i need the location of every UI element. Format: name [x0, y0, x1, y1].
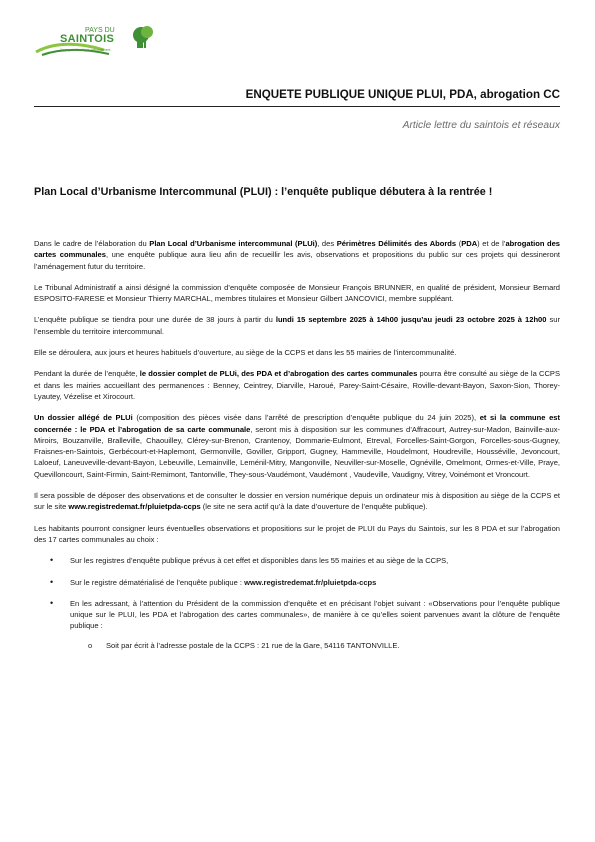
text: (le site ne sera actif qu’à la date d’ouverture de l’enquête publique).	[200, 502, 428, 512]
bold-text: et si la commune est concernée : le PDA et l’abrogation de sa carte communale	[34, 413, 560, 434]
paragraph-observations: Les habitants pourront consigner leurs éventuelles observations et propositions sur le projet de PLUI du Pays du Saintois, sur les 8 PDA et sur l’abrogation des 17 cartes communales au choix :	[34, 523, 560, 544]
text: , des	[317, 239, 337, 248]
text: ) et de l’	[477, 239, 506, 248]
article-headline: Plan Local d’Urbanisme Intercommunal (PLUI) : l’enquête publique débutera à la rentrée !	[34, 186, 493, 198]
title-divider	[34, 106, 560, 107]
text: Il sera possible de déposer des observations et de consulter le dossier en version numérique depuis un ordinateur mis à disposition au siège de la CCPS et sur le site	[34, 491, 560, 512]
pays-du-saintois-logo	[34, 22, 159, 64]
logo-line1: PAYS DU	[85, 27, 115, 34]
paragraph-dates	[34, 314, 560, 337]
sub-list-item: o Soit par écrit à l’adresse postale de la CCPS : 21 rue de la Gare, 54116 TANTONVILLE.	[70, 640, 560, 651]
text: Sur le registre dématérialisé de l’enquête publique :	[70, 577, 245, 587]
logo-line2: SAINTOIS	[60, 33, 115, 45]
paragraph-commission: Le Tribunal Administratif a ainsi désigné la commission d’enquête composée de Monsieur François BRUNNER, en qualité de président, Monsieur Bernard ESPOSITO-FARESE et Monsieur Thierry MARCHAL, membres titulaires et Monsieur Gilbert JANCOVICI, membre suppléant.	[34, 282, 560, 304]
paragraph-full-dossier	[34, 368, 560, 402]
observation-methods-list	[34, 555, 560, 651]
list-item	[34, 598, 560, 651]
article-body	[34, 238, 560, 661]
paragraph-intro	[34, 238, 560, 272]
text: En les adressant, à l’attention du Président de la commission d’enquête et en précisant l’objet suivant : «Observations pour l’enquête publique unique sur le PLUI, les PDA et l’abrogation des cartes communales», de manière à ce qu’elles soient parvenues avant la clôture de l’enquête publique :	[70, 598, 560, 631]
sub-list	[70, 640, 560, 651]
registre-link[interactable]: www.registredemat.fr/pluietpda-ccps	[68, 502, 201, 512]
document-title: ENQUETE PUBLIQUE UNIQUE PLUI, PDA, abrogation CC	[245, 88, 560, 101]
text: pourra être consulté au siège de la CCPS et dans les mairies accueillant des permanences : Benney, Ceintrey, Diarville, Haroué, Parey-Saint-Césaire, Roville-devant-Bayon, Saxon-Sion, Thorey-Lyautey, Vézelise et Xirocourt.	[34, 369, 560, 401]
bold-text: lundi 15 septembre 2025 à 14h00 jusqu’au jeudi 23 octobre 2025 à 12h00	[275, 315, 547, 325]
document-subtitle: Article lettre du saintois et réseaux	[402, 120, 560, 131]
text: Pendant la durée de l’enquête,	[34, 369, 140, 379]
text: sur l’ensemble du territoire intercommunal.	[34, 315, 560, 336]
list-item: • Sur les registres d’enquête publique prévus à cet effet et disponibles dans les 55 mairies et au siège de la CCPS,	[34, 555, 560, 566]
text: (	[456, 239, 462, 248]
paragraph-location: Elle se déroulera, aux jours et heures habituels d’ouverture, au siège de la CCPS et dans les 55 mairies de l’intercommunalité.	[34, 348, 457, 358]
text: (composition des pièces visée dans l’arrêté de prescription d’enquête publique du 24 juin 2025),	[132, 413, 480, 423]
bold-text: abrogation des cartes communales	[34, 239, 561, 260]
logo-tagline: Un pays authentique, naturellement	[60, 48, 111, 52]
paragraph-digital	[34, 490, 560, 513]
bold-text: Un dossier allégé de PLUi	[34, 413, 133, 423]
text: , une enquête publique aura lieu afin de recueillir les avis, observations et propositions du public sur ces projets qui dessineront l’aménagement futur du territoire.	[34, 250, 560, 271]
bold-text: Périmètres Délimités des Abords	[336, 239, 457, 248]
bold-text: Plan Local d’Urbanisme intercommunal (PLUi)	[149, 239, 318, 248]
bold-text: PDA	[461, 239, 478, 248]
list-item	[34, 577, 560, 588]
paragraph-light-dossier	[34, 412, 560, 480]
registre-link[interactable]: www.registredemat.fr/pluietpda-ccps	[244, 577, 377, 587]
text: L’enquête publique se tiendra pour une durée de 38 jours à partir du	[34, 315, 276, 325]
bold-text: le dossier complet de PLUi, des PDA et d’abrogation des cartes communales	[139, 369, 418, 379]
text: Dans le cadre de l’élaboration du	[34, 239, 150, 248]
text: , seront mis à disposition sur les communes d’Affracourt, Autrey-sur-Madon, Bainville-aux-Miroirs, Bouzanville, Bralleville, Chaouilley, Clérey-sur-Brenon, Crantenoy, Dommarie-Eulmont, Etreval, Forcelles-Saint-Gorgon, Forcelles-sous-Gugney, Fraisnes-en-Saintois, Gerbécourt-et-Haplemont, Germonville, Goviller, Gripport, Gugney, Hammeville, Houdelmont, Houdreville, Housséville, Jevoncourt, Laloeuf, Laneuveville-devant-Bayon, Lebeuville, Lemainville, Leménil-Mitry, Mangonville, Neuviller-sur-Moselle, Ognéville, Omelmont, Ormes-et-Ville, Praye, Quevilloncourt, Saint-Firmin, Saint-Remimont, Tantonville, They-sous-Vaudémont, Vaudémont , Vaudeville, Vaudigny, Vitrey, Voinémont et Vroncourt.	[34, 424, 560, 479]
